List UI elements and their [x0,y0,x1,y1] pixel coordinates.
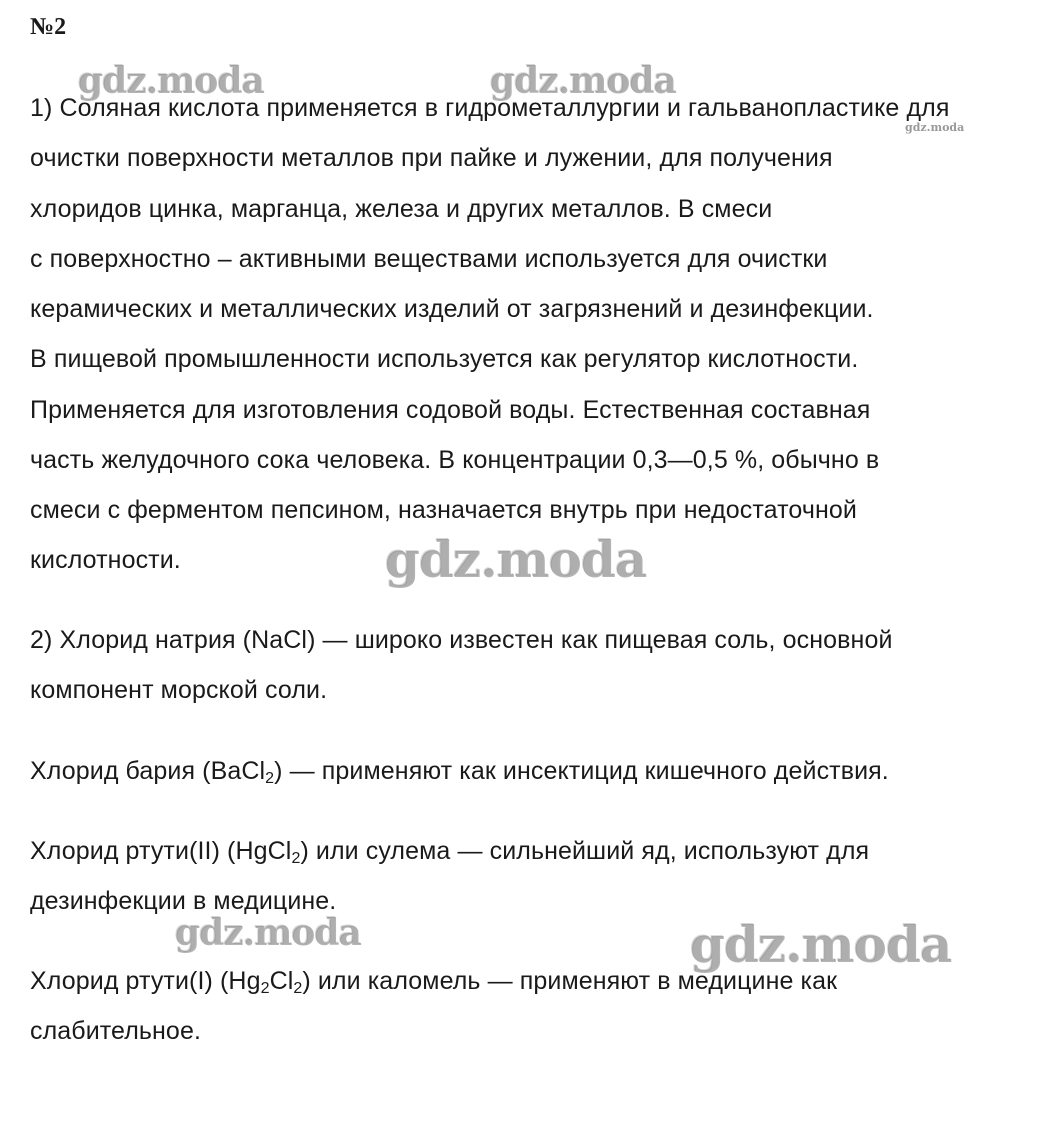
hgcl2-subscript: 2 [291,850,301,867]
watermark: gdz.moda [175,912,361,954]
watermark: gdz.moda [490,60,676,102]
watermark: gdz.moda [78,60,264,102]
hg2cl2-text-before: Хлорид ртути(I) (Hg [30,967,261,995]
paragraph-1-line: 1) Соляная кислота применяется в гидрометаллургии и гальванопластике для [30,94,950,122]
paragraph-2-line: компонент морской соли. [30,676,328,704]
hg2cl2-text-mid: Cl [269,967,294,995]
paragraph-1-line: часть желудочного сока человека. В концентрации 0,3—0,5 %, обычно в [30,446,880,474]
hg2cl2-subscript-2: 2 [293,980,303,997]
bacl2-line [30,756,889,786]
hgcl2-line-2: дезинфекции в медицине. [30,887,337,915]
task-number: №2 [30,14,67,40]
paragraph-1-line: хлоридов цинка, марганца, железа и других металлов. В смеси [30,195,773,223]
paragraph-1-line: керамических и металлических изделий от загрязнений и дезинфекции. [30,295,874,323]
paragraph-1-line: Применяется для изготовления содовой воды. Естественная составная [30,396,871,424]
paragraph-1-line: В пищевой промышленности используется как регулятор кислотности. [30,345,859,373]
watermark: gdz.moda [690,915,952,974]
paragraph-1-line: кислотности. [30,546,181,574]
hg2cl2-subscript-1: 2 [260,980,270,997]
paragraph-1-line: очистки поверхности металлов при пайке и лужении, для получения [30,144,833,172]
hgcl2-text-before: Хлорид ртути(II) (HgCl [30,837,292,865]
bacl2-text-after: ) — применяют как инсектицид кишечного действия. [274,757,889,785]
hgcl2-text-after: ) или сулема — сильнейший яд, используют для [300,837,870,865]
hg2cl2-text-after: ) или каломель — применяют в медицине как [302,967,838,995]
hgcl2-line [30,836,869,866]
paragraph-1-line: смеси с ферментом пепсином, назначается внутрь при недостаточной [30,496,857,524]
hg2cl2-line-2: слабительное. [30,1017,201,1045]
paragraph-1-line: с поверхностно – активными веществами используется для очистки [30,245,828,273]
watermark-small: gdz.moda [905,121,965,134]
bacl2-text-before: Хлорид бария (BaCl [30,757,266,785]
bacl2-subscript: 2 [265,770,275,787]
watermark: gdz.moda [385,530,647,589]
paragraph-2-line: 2) Хлорид натрия (NaCl) — широко известен как пищевая соль, основной [30,626,893,654]
